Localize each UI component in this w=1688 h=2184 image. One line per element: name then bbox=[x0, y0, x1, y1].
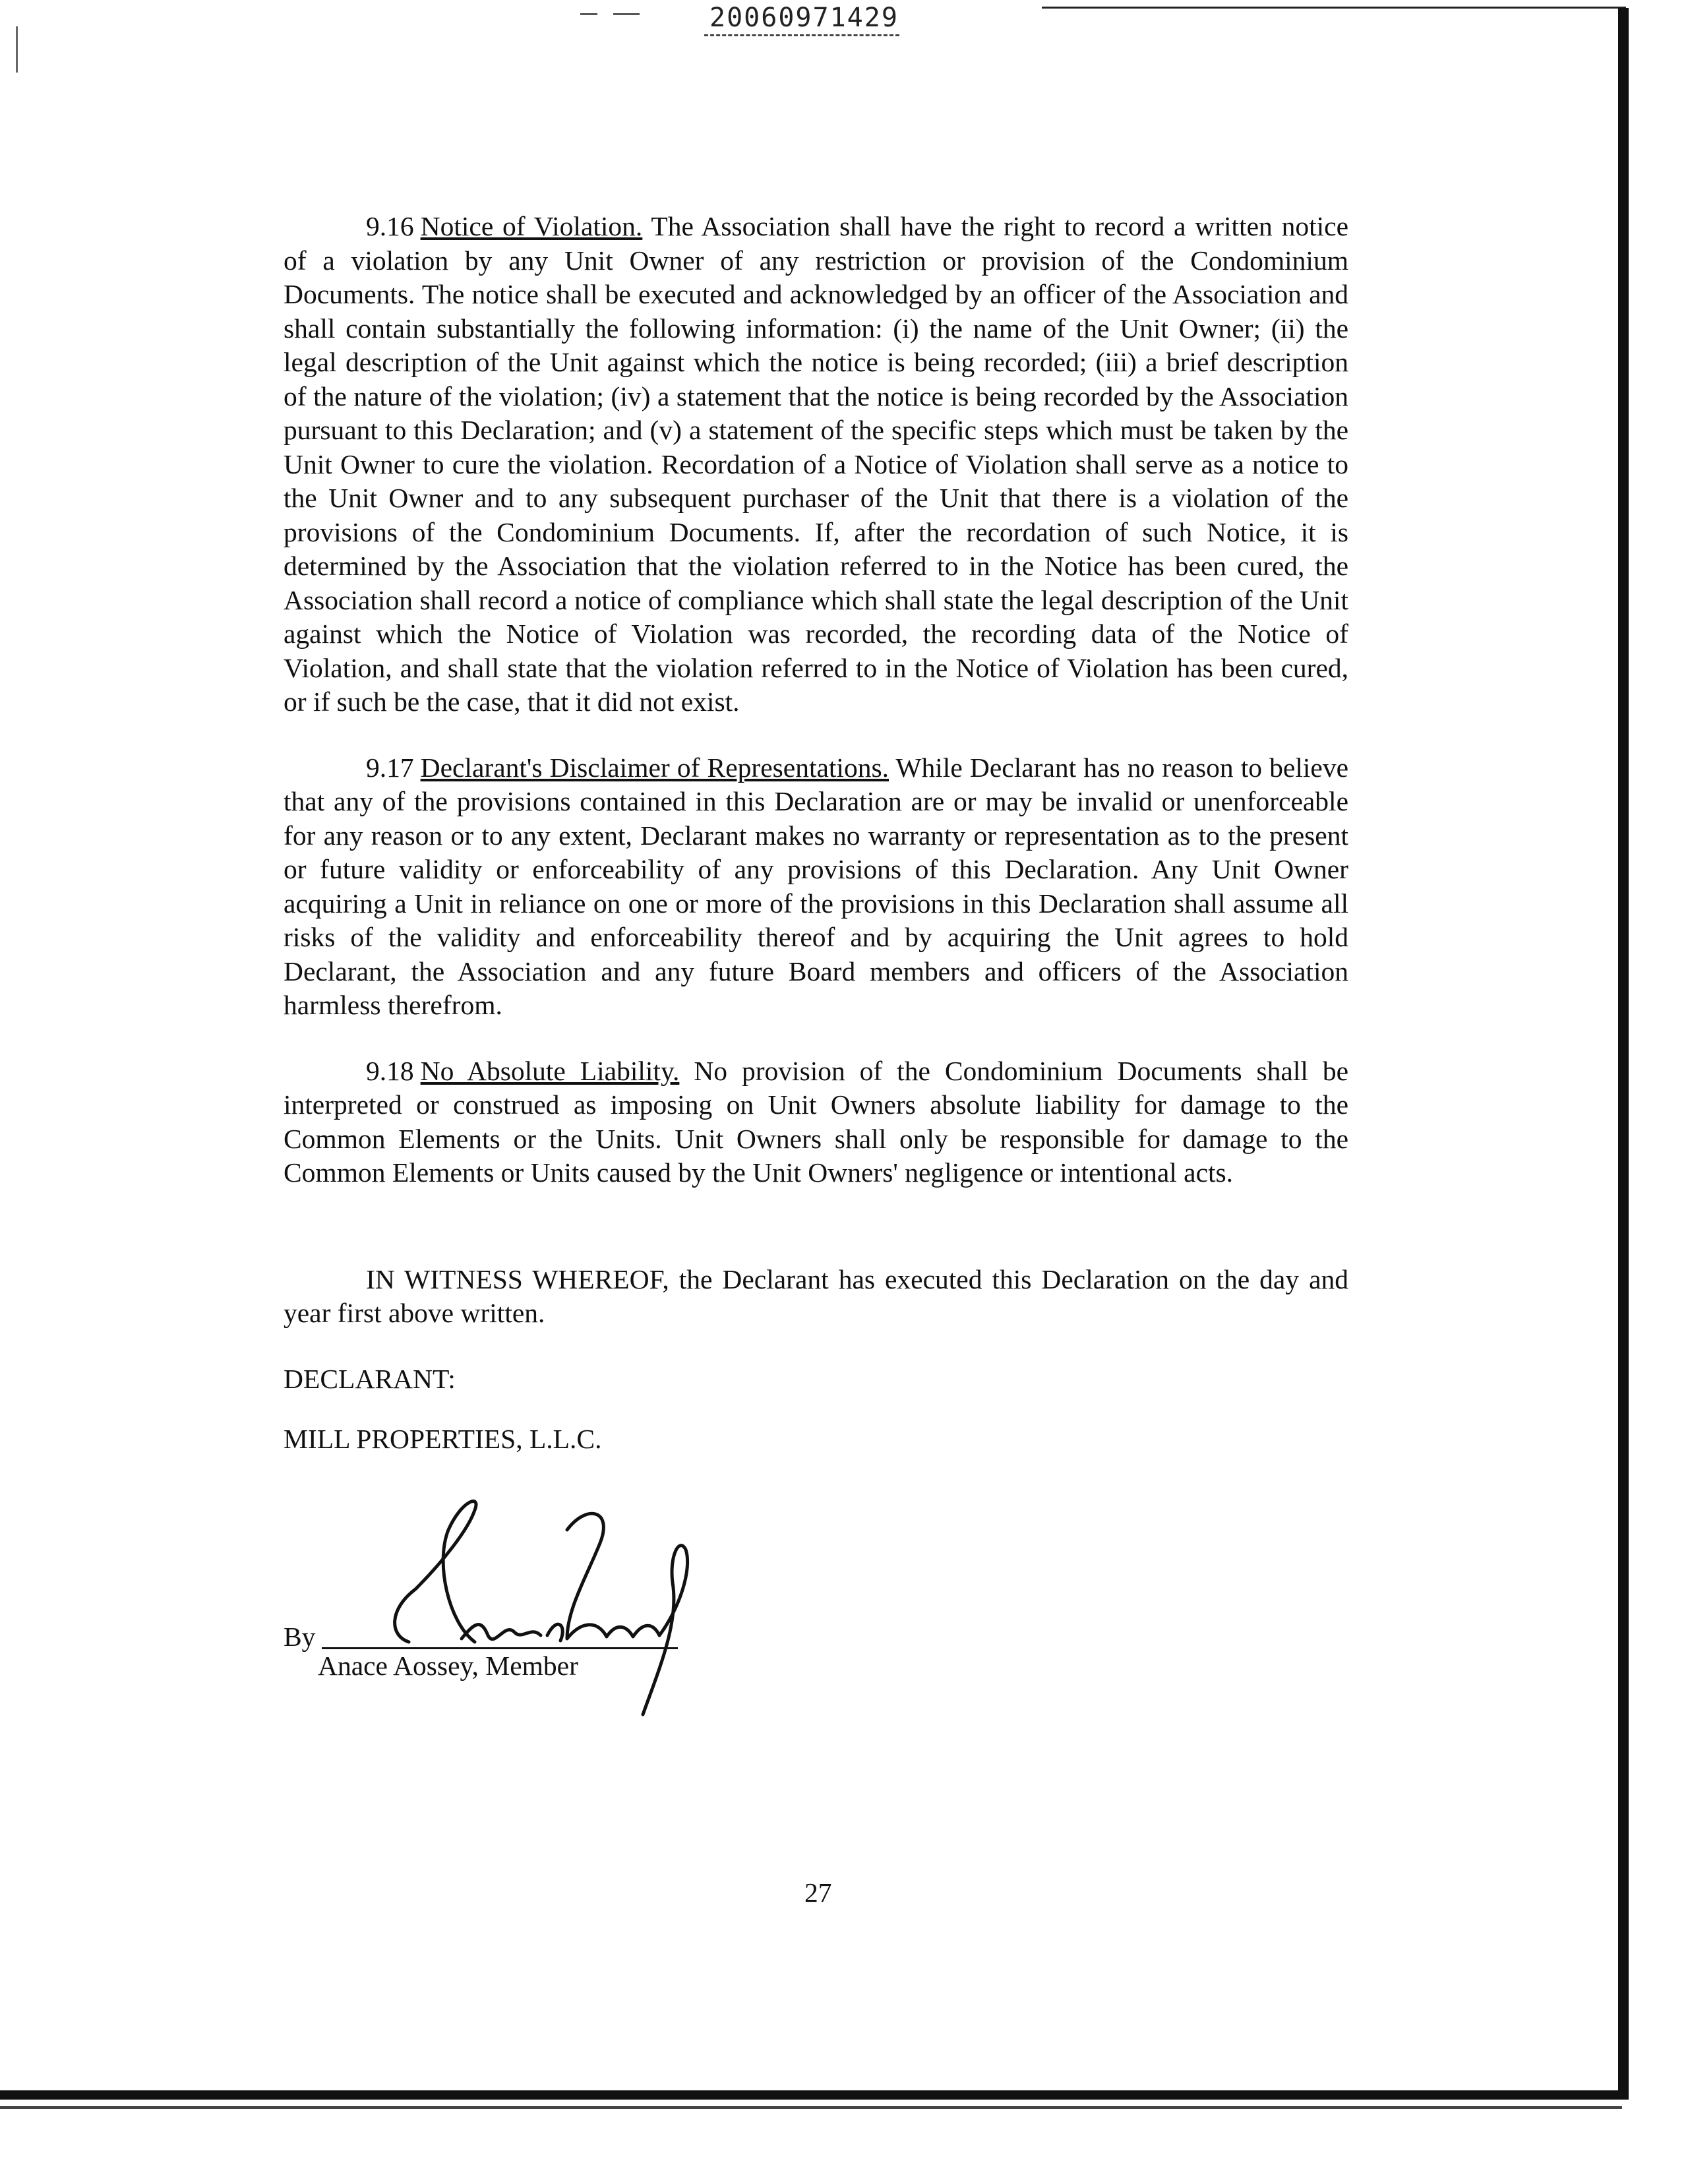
scan-mark-dash bbox=[580, 13, 597, 15]
signer-name: Anace Aossey, Member bbox=[318, 1651, 578, 1681]
scan-border-right bbox=[1618, 8, 1629, 2100]
section-body: No provision of the Condominium Documents shall be interpreted or construed as imposing on Unit Owners absolute liability for damage to the Common Elements or the Units. Unit Owners shall only be responsible for damage to the Common Elements or Units caused by the Unit Owners' negligence or intentional acts. bbox=[284, 1055, 1348, 1188]
company-name: MILL PROPERTIES, L.L.C. bbox=[284, 1424, 602, 1454]
section-number: 9.16 bbox=[366, 211, 414, 241]
section-number: 9.17 bbox=[366, 752, 414, 783]
scan-mark-left bbox=[16, 26, 18, 73]
section-9-16 bbox=[284, 210, 1348, 719]
section-heading: Notice of Violation. bbox=[420, 211, 643, 241]
scan-border-top bbox=[1042, 7, 1626, 9]
by-label: By bbox=[284, 1622, 316, 1652]
declarant-label: DECLARANT: bbox=[284, 1363, 456, 1394]
scan-border-bottom bbox=[0, 2090, 1629, 2100]
witness-clause: IN WITNESS WHEREOF, the Declarant has executed this Declaration on the day and year first above written. bbox=[284, 1263, 1348, 1328]
document-number: 20060971429 bbox=[709, 3, 899, 33]
signature-block bbox=[284, 1490, 877, 1728]
document-body bbox=[284, 210, 1348, 1483]
section-body: The Association shall have the right to record a written notice of a violation by any Unit Owner of any restriction or provision of the Condominium Documents. The notice shall be executed and acknowledged by an officer of the Association and shall contain substantially the following information: (i) the name of the Unit Owner; (ii) the legal description of the Unit against which the notice is being recorded; (iii) a brief description of the nature of the violation; (iv) a statement that the notice is being recorded by the Association pursuant to this Declaration; and (v) a statement of the specific steps which must be taken by the Unit Owner to cure the violation. Recordation of a Notice of Violation shall serve as a notice to the Unit Owner and to any subsequent purchaser of the Unit that there is a violation of the provisions of the Condominium Documents. If, after the recordation of such Notice, it is determined by the Association that the violation referred to in the Notice has been cured, the Association shall record a notice of compliance which shall state the legal description of the Unit against which the Notice of Violation was recorded, the recording data of the Notice of Violation, and shall state that the violation referred to in the Notice of Violation has been cured, or if such be the case, that it did not exist. bbox=[284, 211, 1348, 717]
section-9-18 bbox=[284, 1054, 1348, 1190]
page-number: 27 bbox=[804, 1877, 832, 1908]
scan-mark-dash bbox=[613, 13, 640, 15]
section-number: 9.18 bbox=[366, 1055, 414, 1086]
section-body: While Declarant has no reason to believe that any of the provisions contained in this Declaration are or may be invalid or unenforceable for any reason or to any extent, Declarant makes no warranty or representation as to the present or future validity or enforceability of any provisions of this Declaration. Any Unit Owner acquiring a Unit in reliance on one or more of the provisions in this Declaration shall assume all risks of the validity and enforceability thereof and by acquiring the Unit agrees to hold Declarant, the Association and any future Board members and officers of the Association harmless therefrom. bbox=[284, 752, 1348, 1020]
document-number-underline bbox=[704, 34, 899, 36]
handwritten-signature bbox=[349, 1490, 745, 1728]
scan-border-bottom-thin bbox=[0, 2106, 1622, 2109]
section-9-17 bbox=[284, 751, 1348, 1023]
section-heading: No Absolute Liability. bbox=[420, 1055, 680, 1086]
section-heading: Declarant's Disclaimer of Representations. bbox=[420, 752, 889, 783]
